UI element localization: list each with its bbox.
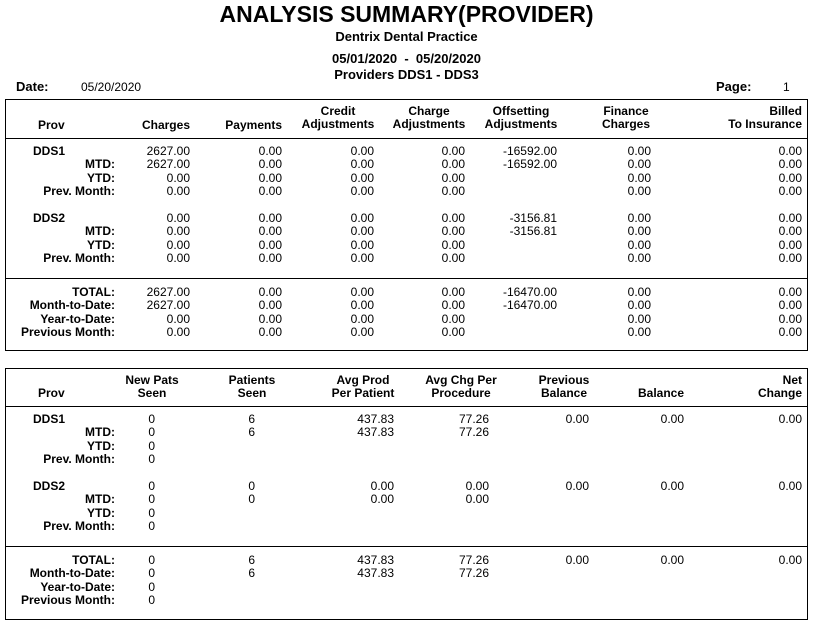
row-label: Month-to-Date: xyxy=(29,566,115,581)
patients-cell: 6 xyxy=(248,566,255,581)
newpats-cell: 0 xyxy=(148,566,155,581)
avgprod-cell: 437.83 xyxy=(357,412,394,426)
header-payments: Payments xyxy=(225,118,282,132)
offset-cell: -16592.00 xyxy=(502,144,557,158)
charge-cell: 0.00 xyxy=(441,237,465,252)
page-value: 1 xyxy=(783,80,790,94)
payments-cell: 0.00 xyxy=(258,211,282,225)
payments-cell: 0.00 xyxy=(258,311,282,326)
header-finance-charges: Finance Charges xyxy=(601,104,651,131)
header-billed-to-insurance: Billed To Insurance xyxy=(728,104,802,131)
table-divider xyxy=(5,278,808,279)
avgprod-cell: 0.00 xyxy=(370,492,394,507)
balance-cell: 0.00 xyxy=(660,412,684,426)
table-divider xyxy=(5,406,808,407)
payments-cell: 0.00 xyxy=(258,157,282,172)
charges-cell: 0.00 xyxy=(166,211,190,225)
avgchg-cell: 77.26 xyxy=(458,553,489,567)
header-prov: Prov xyxy=(38,386,65,400)
billed-cell: 0.00 xyxy=(778,224,802,239)
balance-cell: 0.00 xyxy=(660,479,684,493)
billed-cell: 0.00 xyxy=(778,285,802,299)
table-row xyxy=(0,172,813,185)
credit-cell: 0.00 xyxy=(350,170,374,185)
offset-cell: -3156.81 xyxy=(509,211,557,225)
date-range: 05/01/2020 - 05/20/2020 xyxy=(332,51,481,66)
table-row xyxy=(0,520,813,533)
report-title: ANALYSIS SUMMARY(PROVIDER) xyxy=(219,1,594,27)
finance-cell: 0.00 xyxy=(627,184,651,199)
newpats-cell: 0 xyxy=(148,425,155,440)
row-label: YTD: xyxy=(87,170,115,185)
table-divider xyxy=(5,138,808,139)
table-row xyxy=(0,252,813,265)
totals-row xyxy=(0,326,813,339)
payments-cell: 0.00 xyxy=(258,184,282,199)
provider-name: DDS1 xyxy=(33,144,66,158)
avgchg-cell: 77.26 xyxy=(458,412,489,426)
table-row xyxy=(0,440,813,453)
totals-row xyxy=(0,581,813,594)
offset-cell: -16470.00 xyxy=(502,298,557,313)
credit-cell: 0.00 xyxy=(350,144,374,158)
charge-cell: 0.00 xyxy=(441,251,465,266)
header-balance: Balance xyxy=(637,386,685,400)
totals-row xyxy=(0,286,813,299)
billed-cell: 0.00 xyxy=(778,211,802,225)
header-charge-adjustments: Charge Adjustments xyxy=(392,104,466,131)
finance-cell: 0.00 xyxy=(627,325,651,340)
finance-cell: 0.00 xyxy=(627,144,651,158)
offset-cell: -16470.00 xyxy=(502,285,557,299)
row-label: Year-to-Date: xyxy=(40,579,115,594)
payments-cell: 0.00 xyxy=(258,298,282,313)
billed-cell: 0.00 xyxy=(778,251,802,266)
billed-cell: 0.00 xyxy=(778,170,802,185)
row-label: TOTAL: xyxy=(72,553,115,567)
offset-cell: -16592.00 xyxy=(502,157,557,172)
row-label: YTD: xyxy=(87,237,115,252)
finance-cell: 0.00 xyxy=(627,224,651,239)
charge-cell: 0.00 xyxy=(441,311,465,326)
net-cell: 0.00 xyxy=(778,412,802,426)
billed-cell: 0.00 xyxy=(778,184,802,199)
credit-cell: 0.00 xyxy=(350,285,374,299)
table-row xyxy=(0,453,813,466)
header-credit-adjustments: Credit Adjustments xyxy=(301,104,375,131)
newpats-cell: 0 xyxy=(148,519,155,534)
newpats-cell: 0 xyxy=(148,492,155,507)
billed-cell: 0.00 xyxy=(778,325,802,340)
charge-cell: 0.00 xyxy=(441,211,465,225)
avgprod-cell: 437.83 xyxy=(357,566,394,581)
charges-cell: 2627.00 xyxy=(146,157,190,172)
row-label: Prev. Month: xyxy=(43,184,115,199)
newpats-cell: 0 xyxy=(148,479,155,493)
credit-cell: 0.00 xyxy=(350,211,374,225)
prevbal-cell: 0.00 xyxy=(565,479,589,493)
table-divider xyxy=(5,546,808,547)
charges-cell: 0.00 xyxy=(166,170,190,185)
totals-row xyxy=(0,313,813,326)
header-net-change: Net Change xyxy=(757,373,802,400)
credit-cell: 0.00 xyxy=(350,224,374,239)
charge-cell: 0.00 xyxy=(441,285,465,299)
provider-name: DDS2 xyxy=(33,211,66,225)
charges-cell: 0.00 xyxy=(166,325,190,340)
finance-cell: 0.00 xyxy=(627,251,651,266)
payments-cell: 0.00 xyxy=(258,144,282,158)
charge-cell: 0.00 xyxy=(441,298,465,313)
prevbal-cell: 0.00 xyxy=(565,553,589,567)
newpats-cell: 0 xyxy=(148,505,155,520)
row-label: MTD: xyxy=(85,224,115,239)
balance-cell: 0.00 xyxy=(660,553,684,567)
table-row xyxy=(0,158,813,171)
credit-cell: 0.00 xyxy=(350,237,374,252)
payments-cell: 0.00 xyxy=(258,224,282,239)
finance-cell: 0.00 xyxy=(627,311,651,326)
avgprod-cell: 437.83 xyxy=(357,425,394,440)
charges-cell: 0.00 xyxy=(166,184,190,199)
patients-cell: 6 xyxy=(248,412,255,426)
charges-cell: 2627.00 xyxy=(146,298,190,313)
newpats-cell: 0 xyxy=(148,452,155,467)
payments-cell: 0.00 xyxy=(258,285,282,299)
finance-cell: 0.00 xyxy=(627,285,651,299)
payments-cell: 0.00 xyxy=(258,170,282,185)
header-prov: Prov xyxy=(38,118,65,132)
row-label: Previous Month: xyxy=(20,593,115,608)
provider-name: DDS1 xyxy=(33,412,66,426)
newpats-cell: 0 xyxy=(148,412,155,426)
date-label: Date: xyxy=(16,79,49,94)
totals-row xyxy=(0,594,813,607)
table-row xyxy=(0,413,813,426)
credit-cell: 0.00 xyxy=(350,298,374,313)
billed-cell: 0.00 xyxy=(778,298,802,313)
prevbal-cell: 0.00 xyxy=(565,412,589,426)
finance-cell: 0.00 xyxy=(627,170,651,185)
charge-cell: 0.00 xyxy=(441,224,465,239)
payments-cell: 0.00 xyxy=(258,251,282,266)
avgprod-cell: 437.83 xyxy=(357,553,394,567)
header-avg-chg-per-procedure: Avg Chg Per Procedure xyxy=(425,373,497,400)
charge-cell: 0.00 xyxy=(441,184,465,199)
net-cell: 0.00 xyxy=(778,553,802,567)
totals-row xyxy=(0,554,813,567)
table-row xyxy=(0,185,813,198)
charge-cell: 0.00 xyxy=(441,144,465,158)
finance-cell: 0.00 xyxy=(627,211,651,225)
header-charges: Charges xyxy=(141,118,190,132)
table-row xyxy=(0,493,813,506)
charges-cell: 2627.00 xyxy=(146,285,190,299)
billed-cell: 0.00 xyxy=(778,144,802,158)
charges-cell: 0.00 xyxy=(166,237,190,252)
finance-cell: 0.00 xyxy=(627,157,651,172)
row-label: Prev. Month: xyxy=(43,452,115,467)
avgprod-cell: 0.00 xyxy=(370,479,394,493)
table-row xyxy=(0,212,813,225)
header-patients-seen: Patients Seen xyxy=(228,373,276,400)
avgchg-cell: 0.00 xyxy=(465,492,489,507)
finance-cell: 0.00 xyxy=(627,237,651,252)
patients-cell: 0 xyxy=(248,479,255,493)
billed-cell: 0.00 xyxy=(778,157,802,172)
row-label: Prev. Month: xyxy=(43,519,115,534)
totals-row xyxy=(0,299,813,312)
credit-cell: 0.00 xyxy=(350,251,374,266)
charge-cell: 0.00 xyxy=(441,325,465,340)
provider-name: DDS2 xyxy=(33,479,66,493)
newpats-cell: 0 xyxy=(148,438,155,453)
row-label: Previous Month: xyxy=(20,325,115,340)
charge-cell: 0.00 xyxy=(441,170,465,185)
payments-cell: 0.00 xyxy=(258,237,282,252)
offset-cell: -3156.81 xyxy=(509,224,557,239)
table-row xyxy=(0,480,813,493)
credit-cell: 0.00 xyxy=(350,325,374,340)
header-previous-balance: Previous Balance xyxy=(538,373,590,400)
table-row xyxy=(0,239,813,252)
credit-cell: 0.00 xyxy=(350,184,374,199)
billed-cell: 0.00 xyxy=(778,311,802,326)
patients-cell: 6 xyxy=(248,425,255,440)
charges-cell: 0.00 xyxy=(166,224,190,239)
newpats-cell: 0 xyxy=(148,553,155,567)
net-cell: 0.00 xyxy=(778,479,802,493)
header-avg-prod-per-patient: Avg Prod Per Patient xyxy=(331,373,395,400)
charge-cell: 0.00 xyxy=(441,157,465,172)
newpats-cell: 0 xyxy=(148,593,155,608)
provider-range: Providers DDS1 - DDS3 xyxy=(334,67,479,82)
avgchg-cell: 77.26 xyxy=(458,566,489,581)
patients-cell: 6 xyxy=(248,553,255,567)
row-label: MTD: xyxy=(85,492,115,507)
practice-name: Dentrix Dental Practice xyxy=(335,29,478,44)
table-row xyxy=(0,507,813,520)
date-value: 05/20/2020 xyxy=(81,80,142,94)
row-label: YTD: xyxy=(87,505,115,520)
finance-cell: 0.00 xyxy=(627,298,651,313)
credit-cell: 0.00 xyxy=(350,157,374,172)
row-label: Year-to-Date: xyxy=(40,311,115,326)
row-label: TOTAL: xyxy=(72,285,115,299)
charges-cell: 2627.00 xyxy=(146,144,190,158)
row-label: Month-to-Date: xyxy=(29,298,115,313)
avgchg-cell: 77.26 xyxy=(458,425,489,440)
row-label: YTD: xyxy=(87,438,115,453)
credit-cell: 0.00 xyxy=(350,311,374,326)
totals-row xyxy=(0,567,813,580)
charges-cell: 0.00 xyxy=(166,251,190,266)
charges-cell: 0.00 xyxy=(166,311,190,326)
avgchg-cell: 0.00 xyxy=(465,479,489,493)
header-new-pats-seen: New Pats Seen xyxy=(125,373,179,400)
payments-cell: 0.00 xyxy=(258,325,282,340)
table-row xyxy=(0,225,813,238)
row-label: MTD: xyxy=(85,425,115,440)
page-label: Page: xyxy=(716,79,752,94)
row-label: Prev. Month: xyxy=(43,251,115,266)
table-row xyxy=(0,426,813,439)
billed-cell: 0.00 xyxy=(778,237,802,252)
patients-cell: 0 xyxy=(248,492,255,507)
row-label: MTD: xyxy=(85,157,115,172)
header-offsetting-adjustments: Offsetting Adjustments xyxy=(484,104,558,131)
table-row xyxy=(0,145,813,158)
newpats-cell: 0 xyxy=(148,579,155,594)
